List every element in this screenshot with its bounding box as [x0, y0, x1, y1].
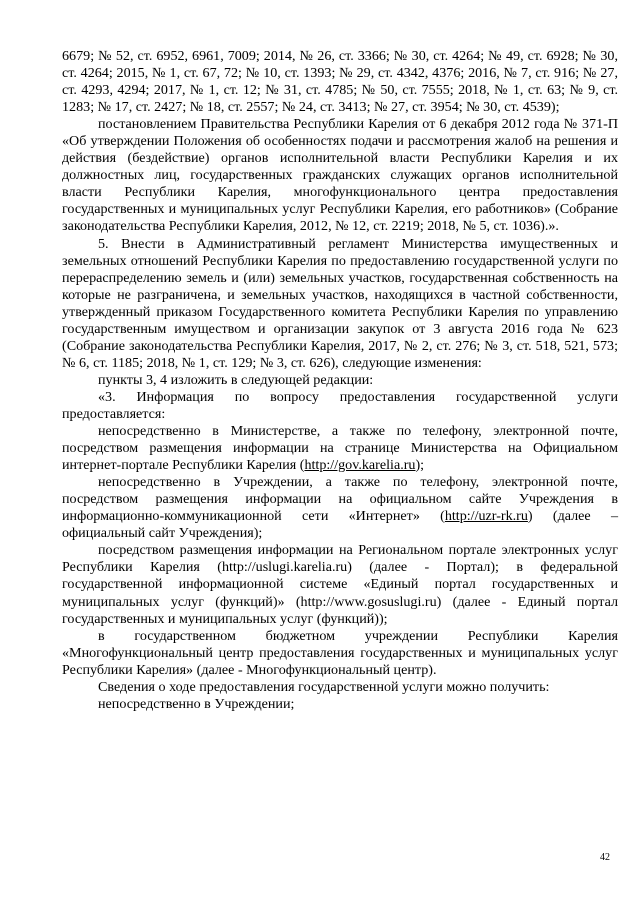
- page-number: 42: [600, 852, 610, 863]
- ministry-text-before: непосредственно в Министерстве, а также по телефону, электронной почте, посредством размещения информации на странице Министерства на Официальном интернет-портале Республики Карелия (: [62, 423, 618, 474]
- paragraph-institution: [62, 474, 618, 542]
- paragraph-info-provided: «3. Информация по вопросу предоставления государственной услуги предоставляется:: [62, 388, 618, 422]
- paragraph-item-5: 5. Внести в Административный регламент Министерства имущественных и земельных отношений Республики Карелия по предоставлению государственной услуги по перераспределению земель и (или) земельных участков, государственная собственность на которые не разграничена, и земельных участков, находящихся в частной собственности, утвержденный приказом Государственного комитета Республики Карелия по управлению государственным имуществом и организации закупок от 3 августа 2016 года № 623 (Собрание законодательства Республики Карелия, 2017, № 2, ст. 276; № 3, ст. 518, 521, 573; № 6, ст. 1185; 2018, № 1, ст. 129; № 3, ст. 626), следующие изменения:: [62, 235, 618, 371]
- paragraph-directly-institution: непосредственно в Учреждении;: [98, 695, 295, 712]
- gov-karelia-link[interactable]: http://gov.karelia.ru: [304, 457, 416, 474]
- paragraph-legislation-continuation: 6679; № 52, ст. 6952, 6961, 7009; 2014, № 26, ст. 3366; № 30, ст. 4264; № 49, ст. 6928; № 30, ст. 4264; 2015, № 1, ст. 67, 72; № 10, ст. 1393; № 29, ст. 4342, 4376; 2016, № 7, ст. 916; № 27, ст. 4293, 4294; 2017, № 1, ст. 12; № 31, ст. 4785; № 50, ст. 7555; 2018, № 1, ст. 63; № 9, ст. 1283; № 17, ст. 2427; № 18, ст. 2557; № 24, ст. 3413; № 27, ст. 3954; № 30, ст. 4539);: [62, 48, 618, 116]
- institution-text-after: ) (далее – официальный сайт Учреждения);: [62, 508, 618, 542]
- paragraph-points-3-4: пункты 3, 4 изложить в следующей редакции:: [98, 371, 374, 388]
- uzr-rk-link[interactable]: http://uzr-rk.ru: [444, 508, 528, 525]
- paragraph-status-info: Сведения о ходе предоставления государственной услуги можно получить:: [98, 678, 550, 695]
- ministry-text-after: );: [415, 457, 425, 474]
- document-page: [62, 48, 618, 713]
- paragraph-portals: посредством размещения информации на Региональном портале электронных услуг Республики Карелия (http://uslugi.karelia.ru) (далее - Портал); в федеральной государственной информационной системе «Единый портал государственных и муниципальных услуг (функций)» (http://www.gosuslugi.ru) (далее - Единый портал государственных и муниципальных услуг (функций));: [62, 542, 618, 627]
- paragraph-government-resolution: постановлением Правительства Республики Карелия от 6 декабря 2012 года № 371-П «Об утверждении Положения об особенностях подачи и рассмотрения жалоб на решения и действия (бездействие) органов исполнительной власти Республики Карелия и их должностных лиц, государственных гражданских служащих органов исполнительной власти Республики Карелия, многофункционального центра предоставления государственных и муниципальных услуг Республики Карелия, его работников» (Собрание законодательства Республики Карелия, 2012, № 12, ст. 2219; 2018, № 5, ст. 1036).».: [62, 116, 618, 235]
- paragraph-ministry: [62, 423, 618, 474]
- institution-text-before: непосредственно в Учреждении, а также по телефону, электронной почте, посредством размещения информации на официальном сайте Учреждения в информационно-коммуникационной сети «Интернет» (: [62, 474, 618, 525]
- paragraph-mfc: в государственном бюджетном учреждении Республики Карелия «Многофункциональный центр предоставления государственных и муниципальных услуг Республики Карелия» (далее - Многофункциональный центр).: [62, 627, 618, 678]
